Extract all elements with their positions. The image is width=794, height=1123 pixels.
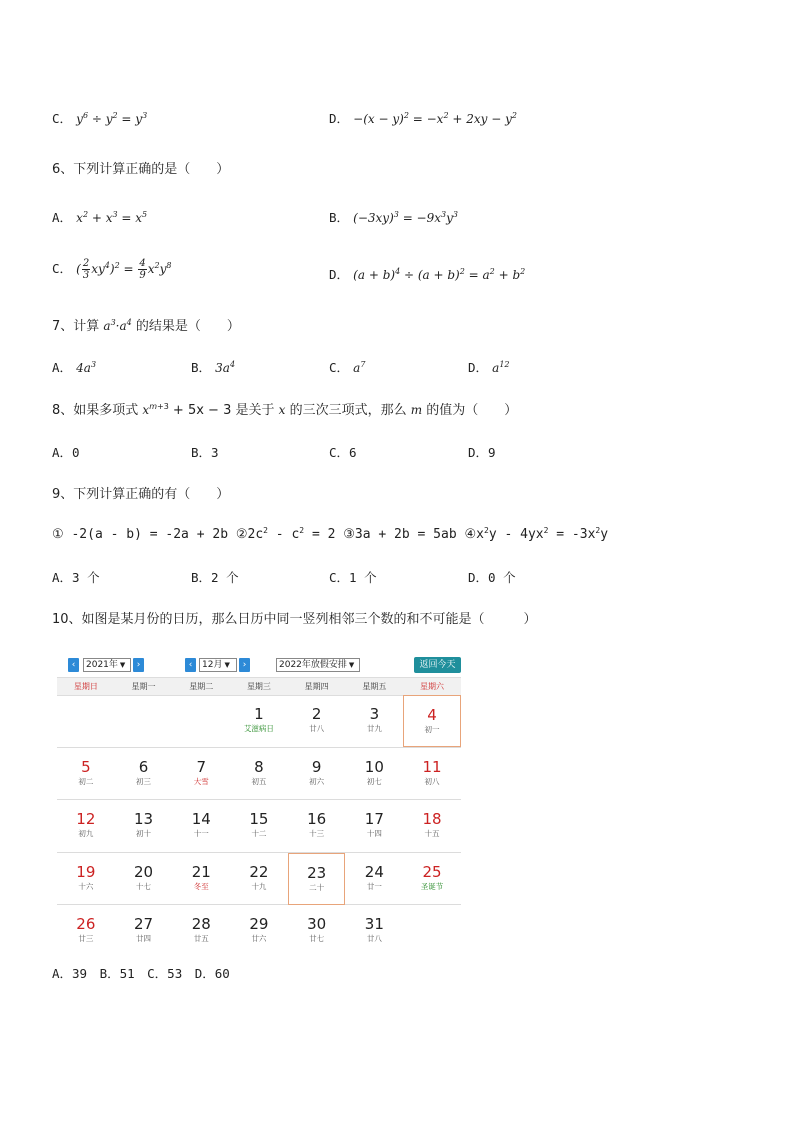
weekday-header [57, 677, 461, 696]
chevron-down-icon: ▼ [348, 661, 355, 669]
q9-option-a-label: A． [52, 570, 73, 585]
lunar-label: 十九 [251, 881, 267, 891]
q7-option-b-text: $3a^4$ [215, 360, 236, 375]
calendar-day-cell[interactable] [230, 853, 288, 905]
q7-option-c-label: C． [329, 360, 350, 375]
calendar-day-cell[interactable] [346, 695, 404, 747]
lunar-label: 廿四 [136, 934, 152, 943]
calendar-day-cell[interactable] [172, 853, 230, 905]
prev-month-button[interactable]: ‹ [185, 658, 196, 672]
q5-option-c-label: C． [52, 111, 73, 126]
calendar-day-cell[interactable] [288, 905, 346, 957]
q7-title-post: 的结果是（ ） [135, 319, 240, 334]
calendar-day-cell[interactable] [403, 800, 461, 852]
q7-option-a-text: $4a^3$ [76, 360, 97, 375]
calendar-day-cell[interactable] [57, 853, 115, 905]
day-number: 19 [76, 862, 96, 881]
lunar-label: 初八 [424, 776, 440, 786]
calendar-day-cell[interactable] [288, 695, 346, 747]
q8-title-mid: 是关于 [235, 403, 275, 418]
calendar-widget [57, 655, 461, 945]
day-number: 16 [307, 810, 327, 828]
calendar-day-cell[interactable] [346, 748, 404, 800]
q9-option-b-label: B． [191, 570, 212, 585]
calendar-day-cell[interactable] [403, 853, 461, 905]
q5-option-d-label: D． [329, 111, 350, 126]
q9-option-c-text: 1 个 [349, 570, 377, 585]
calendar-day-cell[interactable] [288, 853, 346, 905]
lunar-label: 初一 [424, 725, 440, 734]
q6-option-b-expr: $(-3xy)^3 = -9x^3y^3$ [353, 210, 458, 225]
day-number: 11 [422, 757, 442, 776]
next-year-button[interactable]: › [133, 658, 144, 672]
q8-title [52, 399, 517, 418]
day-number: 10 [364, 757, 384, 776]
day-number: 18 [422, 810, 442, 828]
lunar-label: 初九 [78, 829, 94, 838]
lunar-label: 初二 [78, 776, 94, 786]
q8-title-var: x [278, 403, 286, 417]
lunar-label: 十二 [251, 829, 267, 838]
q5-option-c-expr: $y^6 \div y^2 = y^3$ [76, 111, 148, 126]
q8-title-var2: m [410, 403, 423, 417]
year-select[interactable] [83, 658, 131, 672]
lunar-label: 十四 [366, 829, 382, 838]
q7-option-c [329, 358, 365, 376]
q7-option-c-text: $a^7$ [353, 360, 366, 375]
q8-option-d [468, 443, 496, 461]
holiday-select-value: 2022年放假安排 [279, 660, 347, 670]
q9-option-c [329, 568, 377, 586]
calendar-day-cell[interactable] [115, 905, 173, 957]
q6-option-a [52, 208, 147, 226]
weekday-header-cell: 星期五 [362, 682, 387, 691]
next-month-button[interactable]: › [239, 658, 250, 672]
q8-title-end: 的值为（ ） [426, 403, 518, 418]
chevron-down-icon: ▼ [119, 661, 126, 669]
day-number: 24 [364, 862, 384, 881]
calendar-toolbar [57, 655, 461, 677]
q6-option-a-label: A． [52, 210, 73, 225]
calendar-day-cell[interactable] [230, 748, 288, 800]
day-number: 23 [307, 863, 327, 882]
q8-option-c-label: C． [329, 445, 350, 460]
weekday-header-cell: 星期日 [73, 682, 98, 691]
q8-title-expr: $x^{m+3} + 5x - 3$ [142, 402, 232, 418]
calendar-day-cell[interactable] [288, 748, 346, 800]
q8-option-c [329, 443, 357, 461]
lunar-label: 大雪 [193, 776, 209, 786]
lunar-label: 十五 [424, 829, 440, 838]
q7-option-d-text: $a^{12}$ [492, 360, 510, 375]
year-select-value: 2021年 [86, 660, 118, 670]
q7-option-b-label: B． [191, 360, 212, 375]
day-number: 1 [254, 705, 264, 723]
q6-option-d-label: D． [329, 267, 350, 282]
month-select-value: 12月 [202, 660, 223, 670]
lunar-label: 廿九 [366, 724, 382, 733]
calendar-day-cell[interactable] [172, 800, 230, 852]
q8-option-b [191, 443, 219, 461]
q6-option-d [329, 265, 525, 283]
day-number: 4 [427, 706, 437, 724]
q7-option-b [191, 358, 235, 376]
q6-option-a-expr: $x^2 + x^3 = x^5$ [76, 210, 148, 225]
calendar-day-cell[interactable] [403, 748, 461, 800]
q9-option-d [468, 568, 516, 586]
q7-option-a [52, 358, 96, 376]
day-number: 20 [133, 862, 154, 881]
q9-statement-1: ① -2(a - b) = -2a + 2b [52, 527, 229, 542]
day-number: 13 [133, 810, 154, 828]
lunar-label: 十六 [78, 881, 94, 891]
calendar-day-cell[interactable] [172, 905, 230, 957]
q6-title: 6、下列计算正确的是（ ） [52, 162, 230, 177]
weekday-header-cell: 星期三 [246, 682, 271, 691]
q8-option-d-label: D． [468, 445, 489, 460]
calendar-day-cell[interactable] [115, 748, 173, 800]
q6-option-b-label: B． [329, 210, 350, 225]
day-number: 28 [191, 915, 211, 933]
day-number: 7 [196, 757, 206, 776]
lunar-label: 十一 [193, 829, 209, 838]
q8-title-pre: 8、如果多项式 [52, 403, 139, 418]
q9-title: 9、下列计算正确的有（ ） [52, 487, 230, 502]
lunar-label: 初六 [309, 776, 325, 786]
day-number: 21 [191, 862, 211, 881]
day-number: 2 [311, 705, 322, 723]
q6-option-c-expr: ( $\frac{2}{3}$ $xy^4)^2$ = $\frac{4}{9}$ $x^2y^8$ [76, 258, 172, 281]
month-select[interactable] [199, 658, 237, 672]
q9-statement-3: ③3a + 2b = 5ab [343, 527, 457, 542]
day-number: 30 [307, 915, 327, 933]
q9-option-b-text: 2 个 [211, 570, 239, 585]
day-number: 15 [249, 810, 269, 828]
day-number: 25 [422, 862, 442, 881]
weekday-header-cell: 星期四 [304, 682, 329, 691]
weekday-header-cell: 星期二 [189, 682, 214, 691]
day-number: 12 [76, 810, 96, 828]
calendar-day-cell[interactable] [57, 905, 115, 957]
q8-option-c-text: 6 [349, 445, 357, 460]
q7-option-a-label: A． [52, 360, 73, 375]
prev-year-button[interactable]: ‹ [68, 658, 79, 672]
lunar-label: 廿六 [251, 934, 267, 943]
calendar-day-cell[interactable] [57, 748, 115, 800]
lunar-label: 冬至 [193, 881, 209, 891]
q10-title: 10、如图是某月份的日历，那么日历中同一竖列相邻三个数的和不可能是（ ） [52, 612, 537, 627]
q9-option-d-label: D． [468, 570, 489, 585]
lunar-label: 十七 [136, 881, 152, 891]
q6-option-d-expr: $(a + b)^4 \div (a + b)^2 = a^2 + b^2$ [353, 267, 526, 282]
calendar-day-cell[interactable] [403, 695, 461, 747]
lunar-label: 初七 [366, 776, 382, 786]
q9-statements [52, 527, 608, 542]
day-number: 5 [81, 757, 91, 776]
q9-statement-2: $②2c^2 - c^2 = 2$ [235, 526, 336, 542]
day-number: 3 [369, 705, 380, 723]
calendar-day-cell[interactable] [172, 748, 230, 800]
q8-option-a [52, 443, 80, 461]
day-number: 27 [133, 915, 154, 933]
weekday-header-cell: 星期六 [420, 682, 445, 691]
q6-option-b [329, 208, 458, 226]
lunar-label: 初五 [251, 776, 267, 786]
day-number: 14 [191, 810, 211, 828]
lunar-label: 廿八 [366, 934, 382, 943]
q9-option-a-text: 3 个 [72, 570, 100, 585]
q10-answers: A．39 B．51 C．53 D．60 [52, 966, 230, 981]
day-number: 17 [364, 810, 384, 828]
holiday-select[interactable] [276, 658, 360, 672]
day-number: 9 [311, 757, 322, 776]
chevron-down-icon: ▼ [224, 661, 230, 669]
q8-option-d-text: 9 [488, 445, 496, 460]
calendar-day-cell[interactable] [115, 800, 173, 852]
q9-option-d-text: 0 个 [488, 570, 516, 585]
q9-option-a [52, 568, 100, 586]
calendar-day-cell[interactable] [57, 800, 115, 852]
lunar-label: 廿一 [366, 881, 382, 891]
calendar-day-cell[interactable] [288, 800, 346, 852]
weekday-header-cell: 星期一 [131, 682, 156, 691]
calendar-day-cell[interactable] [346, 905, 404, 957]
q6-option-c [52, 258, 171, 281]
q8-option-b-label: B． [191, 445, 212, 460]
lunar-label: 圣诞节 [420, 881, 444, 891]
lunar-label: 初三 [136, 776, 152, 786]
calendar-day-cell[interactable] [230, 905, 288, 957]
lunar-label: 廿五 [193, 934, 209, 943]
q7-option-d [468, 358, 510, 376]
q9-option-b [191, 568, 239, 586]
lunar-label: 廿七 [309, 934, 325, 943]
q9-statement-4: $④x^2y - 4yx^2 = -3x^2y$ [464, 526, 609, 542]
day-number: 31 [364, 915, 384, 933]
q8-option-a-text: 0 [72, 445, 80, 460]
day-number: 26 [76, 915, 96, 933]
calendar-day-cell[interactable] [346, 853, 404, 905]
q7-title [52, 315, 240, 334]
day-number: 8 [254, 757, 264, 776]
today-button[interactable]: 返回今天 [414, 657, 461, 673]
day-number: 22 [249, 862, 269, 881]
day-number: 6 [138, 757, 149, 776]
q7-title-pre: 7、计算 [52, 319, 100, 334]
q6-option-c-label: C． [52, 261, 73, 276]
lunar-label: 十三 [309, 829, 325, 838]
q7-title-expr: $a^3\cdot a^4$ [103, 318, 132, 333]
q5-option-d-expr: $-(x - y)^2 = -x^2 + 2xy - y^2$ [353, 111, 517, 126]
q8-option-a-label: A． [52, 445, 73, 460]
calendar-day-cell[interactable] [230, 695, 288, 747]
calendar-day-cell[interactable] [346, 800, 404, 852]
lunar-label: 二十 [309, 882, 325, 892]
q8-title-post: 的三次三项式，那么 [289, 403, 407, 418]
lunar-label: 廿三 [78, 934, 94, 943]
q9-option-c-label: C． [329, 570, 350, 585]
calendar-day-cell[interactable] [230, 800, 288, 852]
q5-option-d [329, 109, 517, 127]
lunar-label: 初十 [136, 829, 152, 838]
lunar-label: 艾滋病日 [243, 724, 274, 733]
lunar-label: 廿八 [309, 724, 325, 733]
calendar-day-cell[interactable] [115, 853, 173, 905]
q7-option-d-label: D． [468, 360, 489, 375]
q5-option-c [52, 109, 147, 127]
q8-option-b-text: 3 [211, 445, 219, 460]
day-number: 29 [249, 915, 269, 933]
